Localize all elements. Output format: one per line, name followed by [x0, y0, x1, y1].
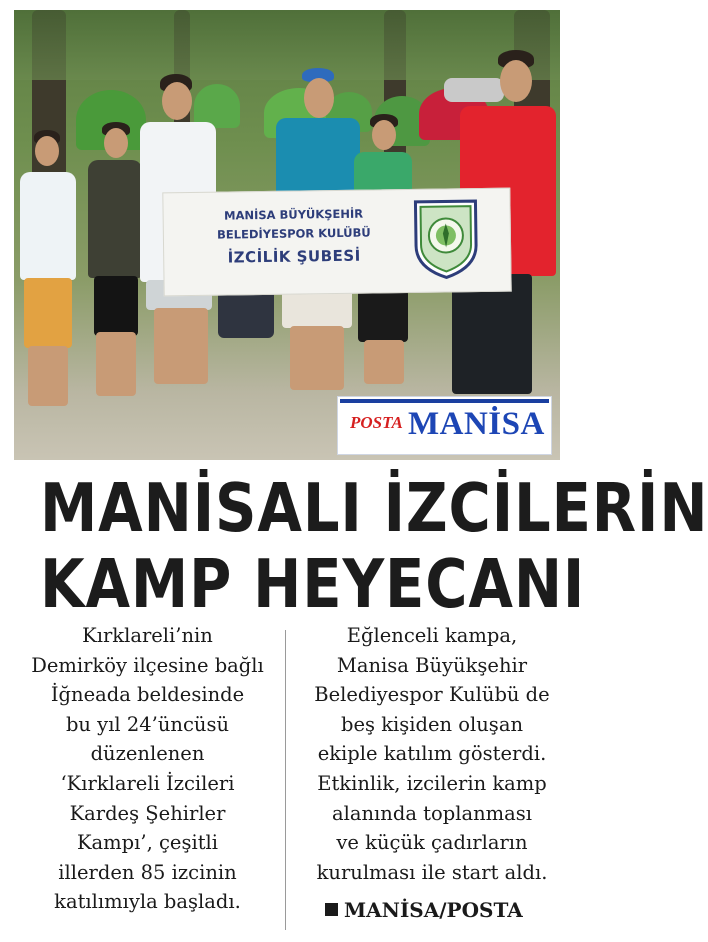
- article-line: Kırklareli’nin: [82, 624, 213, 647]
- article-line: kurulması ile start aldı.: [316, 860, 548, 884]
- byline: [325, 898, 523, 922]
- article-line: Demirköy ilçesine bağlı: [31, 653, 264, 677]
- logo-posta-text: POSTA: [350, 413, 403, 432]
- article-line: bu yıl 24’üncüsü: [65, 712, 230, 736]
- news-photo: [14, 10, 560, 460]
- byline-square-icon: [325, 903, 338, 916]
- article-line: ekiple katılım gösterdi.: [317, 742, 547, 766]
- article-line: düzenlenen: [90, 742, 205, 766]
- article-line: katılımıyla başladı.: [54, 890, 241, 914]
- banner-line-1: MANİSA BÜYÜKŞEHİR: [224, 206, 364, 223]
- article-line: ‘Kırklareli İzcileri: [60, 771, 235, 795]
- article-line: alanında toplanması: [332, 801, 532, 825]
- posta-manisa-logo: [337, 396, 552, 455]
- headline-line-1: MANİSALI İZCİLERİN: [39, 469, 708, 547]
- club-banner: [162, 188, 511, 297]
- article-line: Etkinlik, izcilerin kamp: [317, 771, 547, 795]
- logo-top-strip: [340, 399, 549, 403]
- article-line: Eğlenceli kampa,: [346, 624, 518, 647]
- byline-text: MANİSA/POSTA: [344, 898, 523, 922]
- banner-text: [183, 204, 404, 271]
- article-column-left: [20, 621, 275, 917]
- car: [444, 78, 504, 102]
- article-line: beş kişiden oluşan: [340, 712, 524, 736]
- article-line: Belediyespor Kulübü de: [314, 683, 550, 707]
- banner-line-3: İZCİLİK ŞUBESİ: [227, 246, 361, 267]
- article-line: ve küçük çadırların: [336, 831, 528, 855]
- headline-line-2: KAMP HEYECANI: [39, 545, 586, 623]
- logo-manisa-text: MANİSA: [408, 406, 545, 442]
- article-line: Kampı’, çeşitli: [76, 831, 218, 855]
- article-column-right: [298, 621, 566, 887]
- club-emblem-icon: [411, 197, 480, 282]
- article-line: Kardeş Şehirler: [69, 801, 226, 825]
- foliage: [14, 10, 560, 80]
- article-line: İğneada beldesinde: [50, 683, 245, 707]
- column-divider: [285, 630, 286, 930]
- article-line: illerden 85 izcinin: [58, 860, 237, 884]
- banner-line-2: BELEDİYESPOR KULÜBÜ: [216, 225, 371, 242]
- article-line: Manisa Büyükşehir: [336, 653, 528, 677]
